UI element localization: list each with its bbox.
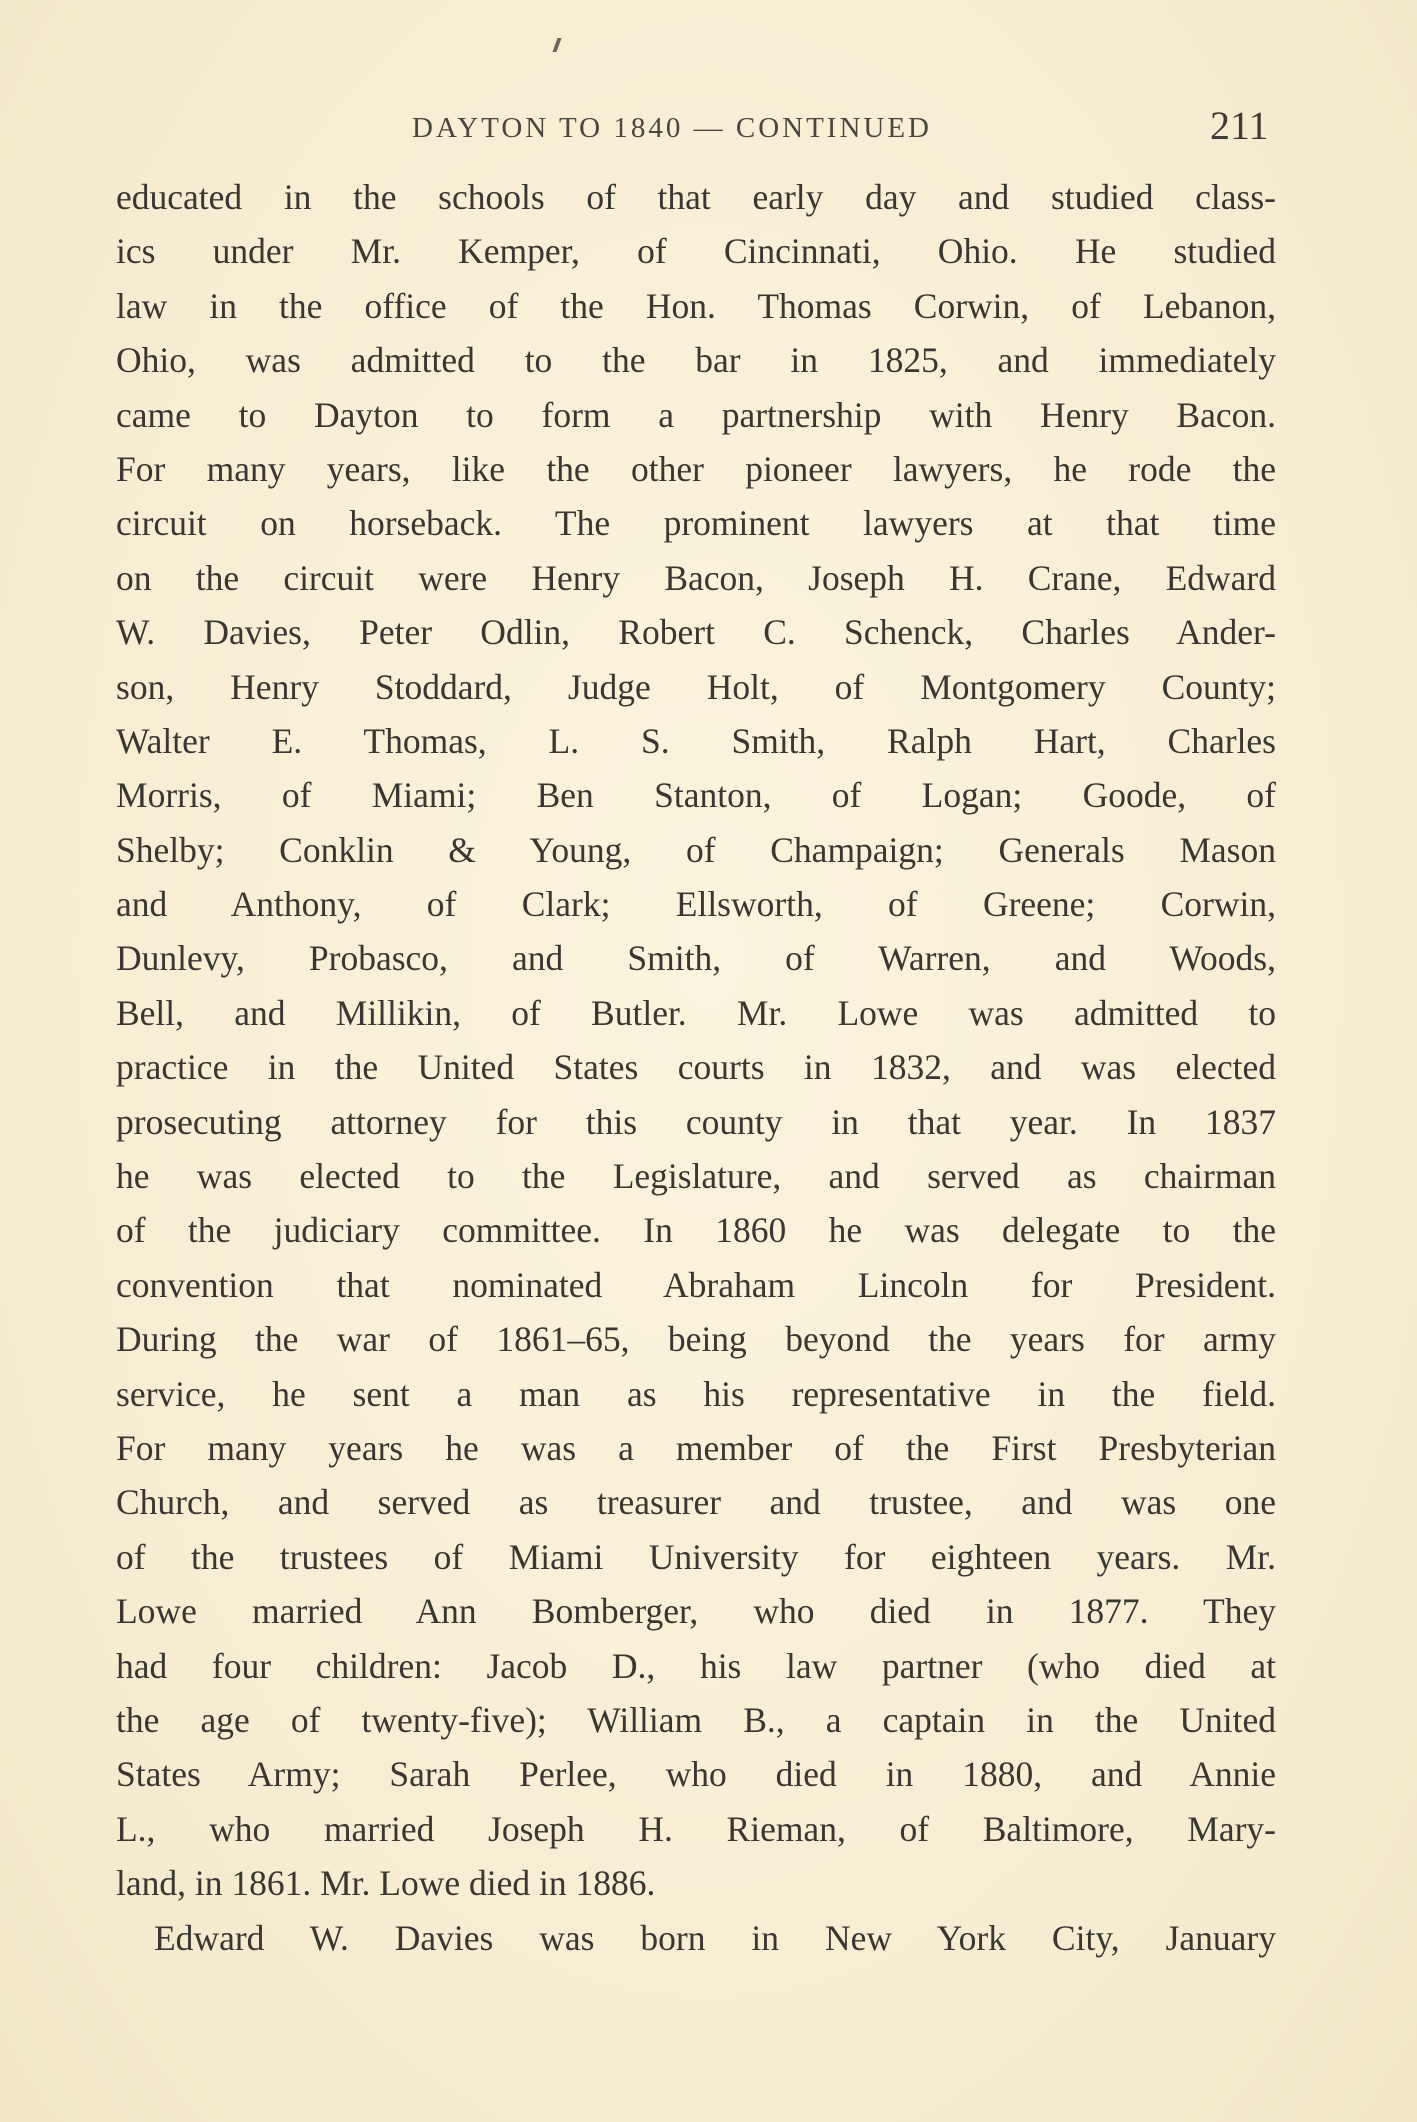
body-text [116, 170, 1276, 1965]
text-line: educated in the schools of that early day and studied class- [116, 177, 1276, 217]
text-line: For many years he was a member of the First Presbyterian [116, 1427, 1276, 1468]
text-line: son, Henry Stoddard, Judge Holt, of Montgomery County; [116, 666, 1276, 707]
running-title: DAYTON TO 1840 — CONTINUED [412, 112, 932, 144]
text-line: circuit on horseback. The prominent lawyers at that time [116, 503, 1276, 544]
text-line: Lowe married Ann Bomberger, who died in 1877. They [116, 1591, 1276, 1632]
text-line: Ohio, was admitted to the bar in 1825, and immediately [116, 340, 1276, 381]
text-line: convention that nominated Abraham Lincoln for President. [116, 1264, 1276, 1305]
text-line: he was elected to the Legislature, and served as chairman [116, 1156, 1276, 1197]
text-line: For many years, like the other pioneer lawyers, he rode the [116, 448, 1276, 489]
text-line-new-paragraph: Edward W. Davies was born in New York City, January [154, 1917, 1276, 1958]
text-line: Morris, of Miami; Ben Stanton, of Logan; Goode, of [116, 775, 1276, 816]
text-line: Walter E. Thomas, L. S. Smith, Ralph Hart, Charles [116, 720, 1276, 761]
print-mark [552, 38, 561, 52]
text-line: of the trustees of Miami University for eighteen years. Mr. [116, 1536, 1276, 1577]
text-line: Church, and served as treasurer and trustee, and was one [116, 1482, 1276, 1523]
text-line: W. Davies, Peter Odlin, Robert C. Schenck, Charles Ander- [116, 612, 1276, 653]
page-number: 211 [1210, 103, 1269, 148]
text-line: During the war of 1861–65, being beyond the years for army [116, 1319, 1276, 1360]
text-line: law in the office of the Hon. Thomas Corwin, of Lebanon, [116, 285, 1276, 326]
text-line: on the circuit were Henry Bacon, Joseph H. Crane, Edward [116, 557, 1276, 598]
text-line: and Anthony, of Clark; Ellsworth, of Greene; Corwin, [116, 884, 1276, 925]
text-line: L., who married Joseph H. Rieman, of Baltimore, Mary- [116, 1808, 1276, 1849]
text-line: ics under Mr. Kemper, of Cincinnati, Ohio. He studied [116, 231, 1276, 272]
text-line: Dunlevy, Probasco, and Smith, of Warren, and Woods, [116, 938, 1276, 979]
text-line: had four children: Jacob D., his law partner (who died at [116, 1645, 1276, 1686]
text-line: service, he sent a man as his representative in the field. [116, 1373, 1276, 1414]
text-line: practice in the United States courts in 1832, and was elected [116, 1047, 1276, 1088]
text-line: Shelby; Conklin & Young, of Champaign; Generals Mason [116, 829, 1276, 870]
text-line: of the judiciary committee. In 1860 he was delegate to the [116, 1210, 1276, 1251]
text-line: States Army; Sarah Perlee, who died in 1880, and Annie [116, 1754, 1276, 1795]
text-line: came to Dayton to form a partnership with Henry Bacon. [116, 394, 1276, 435]
text-line: the age of twenty-five); William B., a captain in the United [116, 1699, 1276, 1740]
text-line: Bell, and Millikin, of Butler. Mr. Lowe was admitted to [116, 992, 1276, 1033]
text-line-paragraph-end: land, in 1861. Mr. Lowe died in 1886. [116, 1863, 656, 1904]
running-head [0, 98, 1417, 148]
text-line: prosecuting attorney for this county in that year. In 1837 [116, 1101, 1276, 1142]
